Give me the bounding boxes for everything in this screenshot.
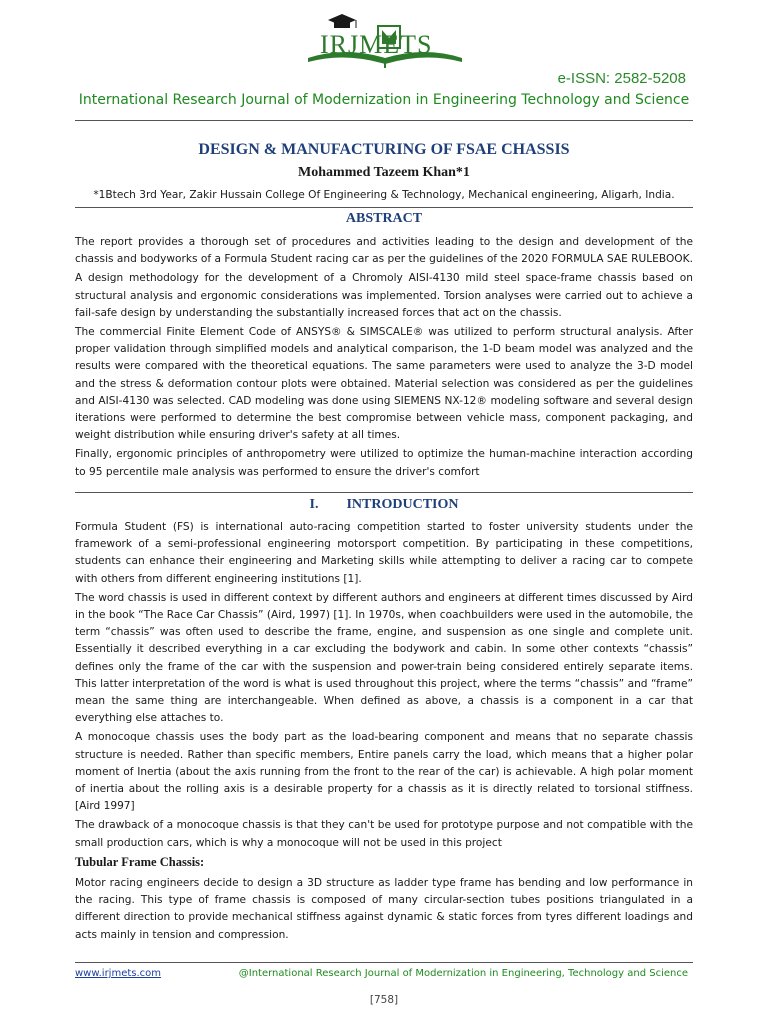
affiliation: *1Btech 3rd Year, Zakir Hussain College Of Engineering & Technology, Mechanical engineering, Aligarh, India. <box>93 189 675 201</box>
intro-paragraph: Formula Student (FS) is international auto-racing competition started to foster university students under the framework of a semi-professional engineering motorsport competition. By participating in these competitions, students can enhance their engineering and Marketing skills while attempting to deliver a racing car to compete with others from different engineering institutions [1]. <box>75 521 693 585</box>
journal-name: International Research Journal of Modernization in Engineering Technology and Science <box>78 92 690 108</box>
intro-body <box>75 519 693 946</box>
intro-paragraph: The word chassis is used in different context by different authors and engineers at different times discussed by Aird in the book “The Race Car Chassis” (Aird, 1997) [1]. In 1970s, when coachbuilders were used in the automobile, the term “chassis” was often used to describe the frame, engine, and suspension as one single and complete unit. Essentially it described everything in a car excluding the bodywork and cabin. In some other contexts “chassis” defines only the frame of the car with the suspension and power-train being considered entirely separate items. This latter interpretation of the word is what is used throughout this project, where the terms “chassis” and “frame” mean the same thing are interchangeable. When defined as above, a chassis is a component in a car that everything else attaches to. <box>75 591 693 725</box>
abstract-paragraph: The commercial Finite Element Code of ANSYS® & SIMSCALE® was utilized to perform structural analysis. After proper validation through simplified models and analytical comparison, the 1-D beam model was analyzed and the results were compared with the theoretical equations. The same parameters were used to analyze the 3-D model and the stress & deformation contour plots were obtained. Material selection was considered as per the guidelines and AISI-4130 was selected. CAD modeling was done using SIEMENS NX-12® modeling software and several design iterations were performed to determine the best compromise between vehicle mass, component packaging, and weight distribution while ensuring driver's safety at all times. <box>75 326 693 442</box>
abstract-heading: ABSTRACT <box>345 211 423 226</box>
page-number: [758] <box>369 994 399 1006</box>
header-rule <box>75 120 693 121</box>
subheading-tubular-frame: Tubular Frame Chassis: <box>75 854 205 869</box>
author: Mohammed Tazeem Khan*1 <box>298 165 470 180</box>
intro-paragraph: A monocoque chassis uses the body part as the load-bearing component and means that no separate chassis structure is needed. Rather than specific members, Entire panels carry the load, which means that a higher polar moment of Inertia (about the axis running from the front to the rear of the car) is achievable. A high polar moment of inertia about the rolling axis is a desirable property for a chassis as it is directly related to torsional stiffness. [Aird 1997] <box>75 731 693 813</box>
footer-rule <box>75 962 693 963</box>
intro-paragraph: Motor racing engineers decide to design a 3D structure as ladder type frame has bending and low performance in the racing. This type of frame chassis is composed of many circular-section tubes positions triangulated in a different direction to provide mechanical stiffness against dynamic & static forces from tyres different loadings and acts mainly in tension and compression. <box>75 877 693 941</box>
abstract-paragraph: Finally, ergonomic principles of anthropometry were utilized to optimize the human-machine interaction according to 95 percentile male analysis was performed to ensure the driver's comfort <box>75 448 693 478</box>
issn: e-ISSN: 2582-5208 <box>557 70 686 87</box>
logo-text: IRJMETS <box>320 30 433 59</box>
abstract-body <box>75 234 693 483</box>
abstract-paragraph: The report provides a thorough set of procedures and activities leading to the design and development of the chassis and bodyworks of a Formula Student racing car as per the guidelines of the 2020 FORMULA SAE RULEBOOK. <box>75 236 693 266</box>
website-link[interactable]: www.irjmets.com <box>75 968 162 979</box>
rule-above-intro <box>75 492 693 493</box>
paper-title: DESIGN & MANUFACTURING OF FSAE CHASSIS <box>198 141 570 158</box>
abstract-paragraph: A design methodology for the development of a Chromoly AISI-4130 mild steel space-frame chassis based on structural analysis and ergonomic considerations was implemented. Torsion analyses were carried out to achieve a fail-safe design by understanding the substantially increased forces that act on the chassis. <box>75 272 693 319</box>
footer-copyright: @International Research Journal of Modernization in Engineering, Technology and Science <box>238 968 688 979</box>
rule-above-abstract <box>75 207 693 208</box>
intro-heading: I. INTRODUCTION <box>309 497 459 512</box>
intro-paragraph: The drawback of a monocoque chassis is that they can't be used for prototype purpose and not compatible with the small production cars, which is why a monocoque will not be used in this project <box>75 819 693 849</box>
